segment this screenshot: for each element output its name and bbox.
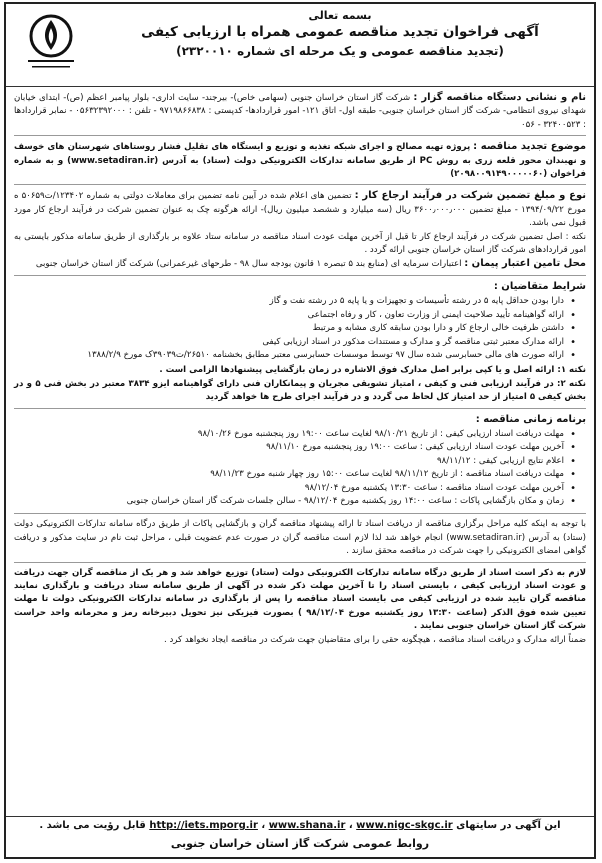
company-logo-icon — [14, 10, 88, 76]
subject-section — [14, 140, 586, 185]
footer-sites: این آگهی در سایتهای http://iets.mporg.ir ، www.shana.ir ، www.nigc-skgc.ir قابل رؤیت می باشد . — [39, 820, 561, 831]
employer-label: نام و نشانی دستگاه مناقصه گزار : — [413, 92, 586, 103]
schedule-list — [14, 428, 586, 508]
documents-section — [14, 567, 586, 650]
setad-paragraph: با توجه به اینکه کلیه مراحل برگزاری مناقصه از دریافت اسناد تا ارائه پیشنهاد مناقصه گران و بازگشایی پاکات از طریق درگاه سامانه تدارکات الکترونیکی دولت (ستاد) به آدرس (www.setadiran.ir) انجام خواهد شد لذا لازم است مناقصه گران در صورت عدم عضویت قبلی ، مراحل ثبت نام در سایت مذکور و دریافت گواهی امضای الکترونیکی را جهت شرکت در مناقصه محقق سازند . — [14, 519, 586, 557]
list-item: • مهلت دریافت اسناد مناقصه : از تاریخ ۹۸/۱۱/۱۲ لغایت ساعت ۱۵:۰۰ روز چهار شنبه مورخ ۹۸/۱۱/۲۳ — [14, 468, 572, 481]
list-item: • ارائه گواهینامه تأیید صلاحیت ایمنی از وزارت تعاون ، کار و رفاه اجتماعی — [14, 309, 572, 322]
announcement-title: آگهی فراخوان تجدید مناقصه عمومی همراه با ارزیابی کیفی — [141, 24, 539, 40]
conditions-title: شرایط متقاضیان : — [493, 280, 586, 292]
list-item: • دارا بودن حداقل پایه ۵ در رشته تأسیسات و تجهیزات و یا پایه ۵ در رشته نفت و گاز — [14, 295, 572, 308]
finance-label: محل تامین اعتبار پیمان : — [464, 258, 586, 270]
subject-text: پروژه تهیه مصالح و اجرای شبکه تغذیه و توزیع و ایستگاه های تقلیل فشار روستاهای شهرستان های خوسف و نهبندان محور قلعه زری به روش PC از طریق سامانه تدارکات الکترونیکی دولت (ستاد) به آدرس (www.setadiran.ir) و به شماره فراخوان (۲۰۹۸۰۰۹۱۴۹۰۰۰۰۰۶۰) — [14, 142, 586, 180]
announcement-footer — [6, 816, 594, 857]
sites-prefix: این آگهی در سایتهای — [456, 820, 561, 831]
schedule-section — [14, 413, 586, 515]
note-1: نکته ۱: ارائه اصل و یا کپی برابر اصل مدارک فوق الاشاره در زمان بازگشایی پیشنهادها الزامی است . — [159, 365, 586, 376]
finance-text: اعتبارات سرمایه ای (منابع بند ۵ تبصره ۱ قانون بودجه سال ۹۸ - طرحهای غیرعمرانی) شرکت گاز استان خراسان جنوبی — [35, 259, 462, 270]
employer-text: شرکت گاز استان خراسان جنوبی (سهامی خاص)- بیرجند- سایت اداری- بلوار پیامبر اعظم (ص)- ابتدای خیابان شهدای نیروی انتظامی- شرکت گاز استان خراسان جنوبی- طبقه اول- اتاق ۱۲۱- امور قراردادها- کدپستی : ۹۷۱۹۸۶۶۸۳۸ - تلفن : ۰۵۶۳۲۳۹۲۰۰۰ - نمابر قراردادها : ۳۲۴۰۰۵۲۳ - ۰۵۶ — [14, 93, 586, 130]
sites-suffix: قابل رؤیت می باشد . — [39, 820, 146, 831]
list-item: • اعلام نتایج ارزیابی کیفی : ۹۸/۱۱/۱۲ — [14, 455, 572, 468]
site-link-nigc[interactable]: www.nigc-skgc.ir — [356, 820, 453, 831]
announcement-page — [4, 2, 596, 859]
list-item: • ارائه مدارک معتبر ثبتی مناقصه گر و مدارک و مستندات مذکور در اسناد ارزیابی کیفی — [14, 336, 572, 349]
setad-section — [14, 518, 586, 562]
guarantee-note: نکته : اصل تضمین شرکت در فرآیند ارجاع کار تا قبل از آخرین مهلت عودت اسناد مناقصه در سامانه ستاد علاوه بر بارگذاری از طریق سامانه مذکور بایستی به امور قراردادهای شرکت گاز استان خراسان جنوبی ارائه گردد . — [14, 231, 586, 256]
documents-paragraph: لازم به ذکر است اسناد از طریق درگاه سامانه تدارکات الکترونیکی دولت (ستاد) توزیع خواهد شد و هر یک از مناقصه گران جهت دریافت و عودت اسناد ارزیابی کیفی ، بایستی اسناد را تا آخرین مهلت ذکر شده در آگهی از طریق سامانه ستاد دریافت و بارگذاری نمایند مناقصه گران تایید شده در ارزیابی کیفی می بایست اسناد مناقصه را پس از بارگذاری در سامانه تدارکات الکترونیکی دولت تا مهلت تعیین شده فوق الذکر (ساعت ۱۳:۳۰ روز یکشنبه مورخ ۹۸/۱۲/۰۴ ) بصورت فیزیکی نیز تحویل دبیرخانه رمز و محرمانه واحد حراست شرکت گاز استان خراسان جنوبی نمایند . — [14, 567, 586, 632]
guarantee-label: نوع و مبلغ تضمین شرکت در فرآیند ارجاع کار : — [354, 190, 587, 202]
list-item: • زمان و مکان بازگشایی پاکات : ساعت ۱۴:۰۰ روز یکشنبه مورخ ۹۸/۱۲/۰۴ - سالن جلسات شرکت گاز استان خراسان جنوبی — [14, 495, 572, 508]
list-item: • مهلت دریافت اسناد ارزیابی کیفی : از تاریخ ۹۸/۱۰/۲۱ لغایت ساعت ۱۹:۰۰ روز پنجشنبه مورخ ۹۸/۱۰/۲۶ — [14, 428, 572, 441]
conditions-list — [14, 295, 586, 362]
announcement-body — [6, 87, 594, 650]
guarantee-text: تضمین های اعلام شده در آیین نامه تضمین برای معاملات دولتی به شماره ۱۲۳۴۰۲/ت۵۰۶۵۹ ه مورخ ۱۳۹۴/۰۹/۲۲ - مبلغ تضمین ۳۶۰۰٫۰۰۰٫۰۰۰ ریال (سه میلیارد و ششصد میلیون ریال)- ارائه هرگونه چک به عنوان تضمین شرکت در فرآیند ارجاع کار مورد قبول نمی باشد. — [14, 191, 587, 229]
site-link-iets[interactable]: http://iets.mporg.ir — [149, 820, 258, 831]
schedule-title: برنامه زمانی مناقصه : — [475, 413, 586, 425]
announcement-subtitle: (تجدید مناقصه عمومی و یک مرحله ای شماره ۲۳۲۰۰۱۰) — [176, 44, 504, 58]
announcement-header — [6, 4, 594, 87]
list-item: • ارائه صورت های مالی حسابرسی شده سال ۹۷ توسط موسسات حسابرسی معتبر مطابق بخشنامه ۲۶۵۱۰/ت۳۹۰۳۹ک مورخ ۱۳۸۸/۲/۹ — [14, 349, 572, 362]
conditions-section — [14, 280, 586, 409]
note-2: نکته ۲: در فرآیند ارزیابی فنی و کیفی ، امتیاز تشویقی مجریان و پیمانکاران فنی دارای گواهینامه ایزو ۳۸۳۴ معتبر در بخش فنی ۵ و در بخش کیفی ۵ امتیاز از حد امتیاز کل لحاظ می گردد و در فرآیند اجرای طرح ها خواهد گردید — [14, 378, 586, 403]
employer-section — [14, 91, 586, 136]
list-item: • داشتن ظرفیت خالی ارجاع کار و دارا بودن سابقه کاری مشابه و مرتبط — [14, 322, 572, 335]
basmala: بسمه تعالی — [308, 9, 372, 22]
subject-label: موضوع تجدید مناقصه : — [473, 141, 587, 153]
site-link-shana[interactable]: www.shana.ir — [268, 820, 346, 831]
list-item: • آخرین مهلت عودت اسناد ارزیابی کیفی : ساعت ۱۹:۰۰ روز پنجشنبه مورخ ۹۸/۱۱/۱۰ — [14, 441, 572, 454]
header-titles — [96, 8, 584, 60]
list-item: • آخرین مهلت عودت اسناد مناقصه : ساعت ۱۳:۳۰ یکشنبه مورخ ۹۸/۱۲/۰۴ — [14, 482, 572, 495]
footer-organization: روابط عمومی شرکت گاز استان خراسان جنوبی — [170, 837, 430, 850]
final-paragraph: ضمناً ارائه مدارک و دریافت اسناد مناقصه ، هیچگونه حقی را برای متقاضیان جهت شرکت در مناقصه ایجاد نخواهد کرد . — [163, 634, 586, 645]
guarantee-section — [14, 189, 586, 275]
